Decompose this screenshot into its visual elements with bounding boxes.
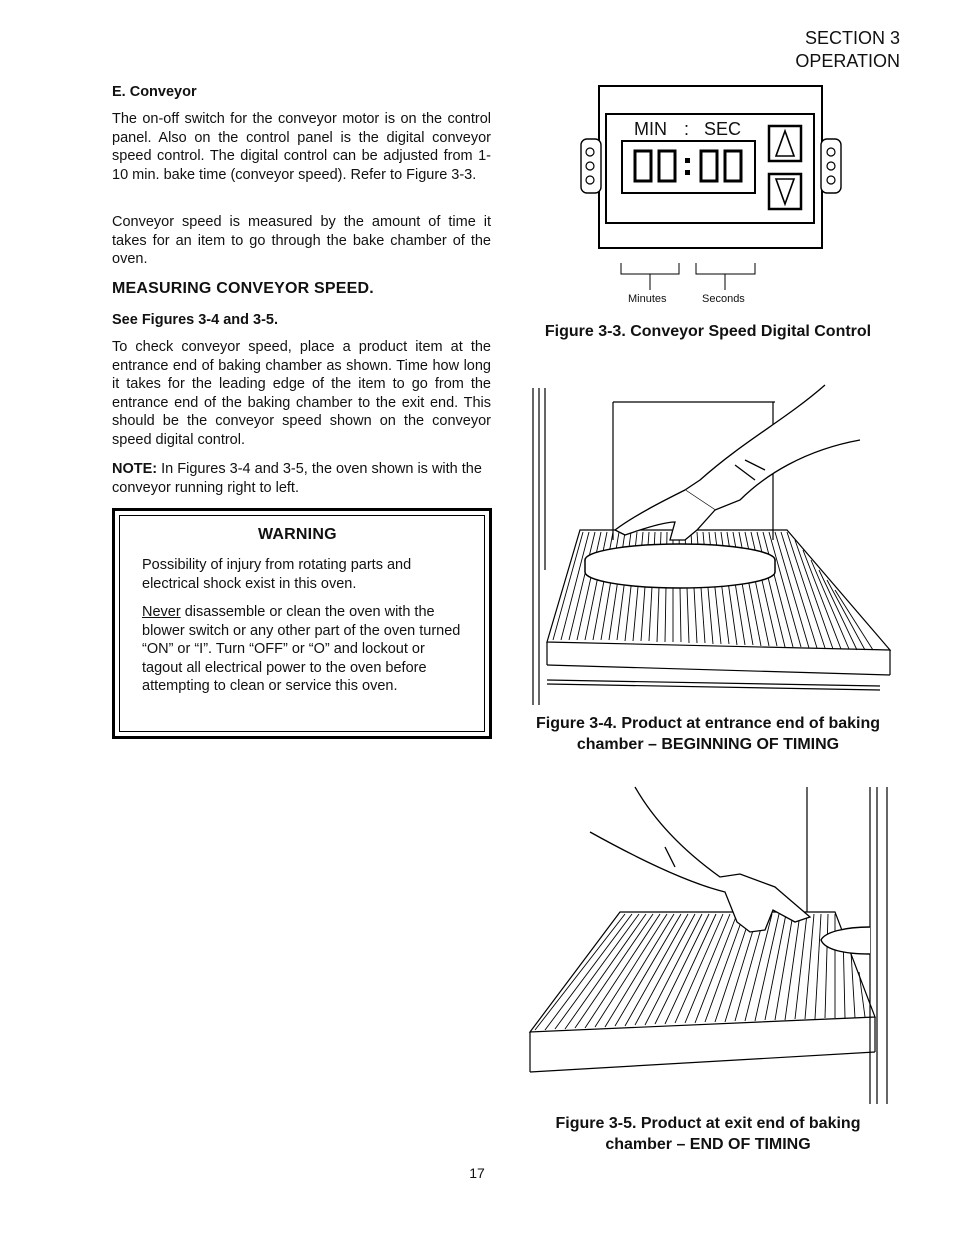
digital-control-figure — [575, 80, 850, 315]
colon-label: : — [684, 119, 690, 139]
minutes-label: Minutes — [628, 293, 667, 305]
figure-3-5-caption-line1: Figure 3-5. Product at exit end of baking — [555, 1115, 861, 1132]
section-title: OPERATION — [795, 51, 900, 71]
see-figures-note: See Figures 3-4 and 3-5. — [112, 312, 279, 328]
warning-text: disassemble or clean the oven with the blower switch or any other part of the oven turned “ON” or “I”. Turn “OFF” or “O” and lockout or tagout all electrical power to the oven before attempting to clean or service this oven. — [142, 604, 461, 695]
warning-title: WARNING — [258, 526, 337, 543]
note-paragraph — [112, 460, 492, 497]
warning-never: Never — [142, 604, 181, 620]
page-number: 17 — [469, 1165, 485, 1181]
seconds-label: Seconds — [702, 293, 745, 305]
note-text: In Figures 3-4 and 3-5, the oven shown is with the conveyor running right to left. — [112, 461, 482, 496]
figure-3-5-caption — [512, 1114, 904, 1155]
warning-box — [112, 508, 492, 739]
sec-label: SEC — [704, 119, 742, 139]
warning-paragraph-1: Possibility of injury from rotating parts and electrical shock exist in this oven. — [142, 557, 412, 592]
paragraph-conveyor-switch: The on-off switch for the conveyor motor is on the control panel. Also on the control panel is the digital conveyor speed control. The digital control can be adjusted from 1-10 min. bake time (conveyor speed). Refer to Figure 3-3. — [112, 111, 491, 183]
figure-3-4-caption-line1: Figure 3-4. Product at entrance end of baking — [535, 715, 881, 732]
figure-3-4-caption — [512, 714, 904, 755]
min-label: MIN — [634, 119, 667, 139]
oven-exit-illustration — [525, 782, 895, 1107]
section-number: SECTION 3 — [804, 28, 900, 48]
paragraph-conveyor-speed: Conveyor speed is measured by the amount of time it takes for an item to go through the bake chamber of the oven. — [112, 214, 491, 268]
warning-paragraph-2 — [142, 603, 464, 696]
paragraph-check-speed: To check conveyor speed, place a product item at the entrance end of baking chamber as shown. Time how long it takes for the leading edge of the item to go from the entrance end of the baking chamber to the exit end. This should be the conveyor speed shown on the conveyor speed digital control. — [112, 339, 491, 448]
note-label: NOTE: — [112, 461, 158, 477]
figure-3-5-caption-line2: chamber – END OF TIMING — [605, 1135, 811, 1153]
figure-3-3-caption: Figure 3-3. Conveyor Speed Digital Control — [544, 323, 872, 340]
oven-entrance-illustration — [525, 380, 895, 710]
figure-3-4-caption-line2: chamber – BEGINNING OF TIMING — [576, 735, 840, 753]
section-header — [795, 27, 900, 73]
subsection-heading: E. Conveyor — [112, 84, 197, 100]
measuring-heading: MEASURING CONVEYOR SPEED. — [112, 280, 374, 297]
